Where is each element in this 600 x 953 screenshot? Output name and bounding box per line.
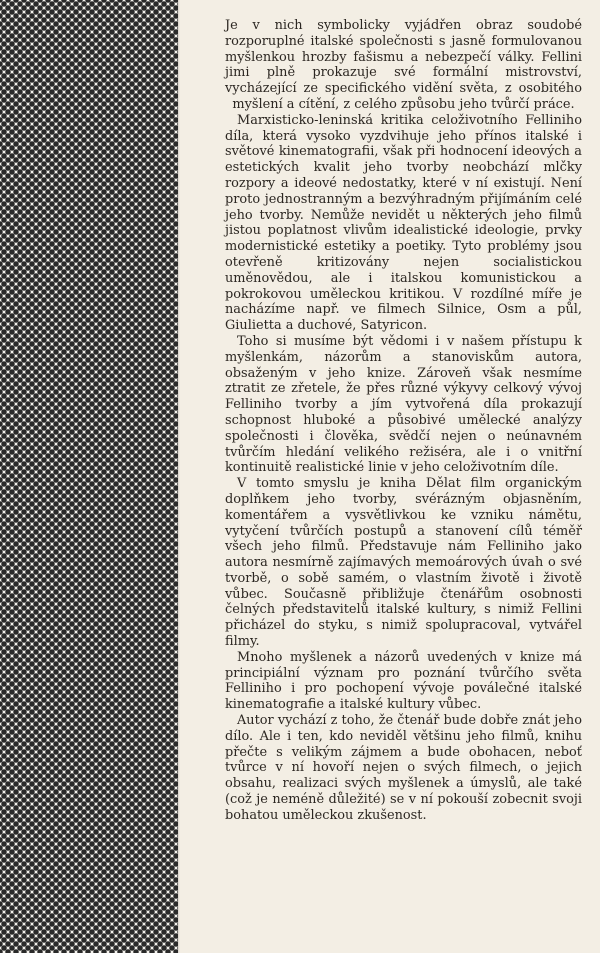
page-edge-shadow [178,0,180,953]
paragraph-2: Marxisticko-leninská kritika celoživotního Felliniho díla, která vysoko vyzdvihuje jeho přínos italské i světové kinematografii, však při hodnocení ideových a estetických kvalit jeho tvorby neobchází mlčky rozpory a ideové nedostatky, které v ní existují. Není proto jednostranným a bezvýhradným přijímáním celé jeho tvorby. Nemůže nevidět u některých jeho filmů jistou poplatnost vlivům idealistické ideologie, prvky modernistické estetiky a poetiky. Tyto problémy jsou otevřeně kritizovány nejen socialistickou uměnovědou, ale i italskou komunistickou a pokrokovou uměleckou kritikou. V rozdílné míře je nacházíme např. ve filmech Silnice, Osm a půl, Giulietta a duchové, Satyricon. [225,112,582,334]
halftone-pattern-strip [0,0,178,953]
paragraph-5: Mnoho myšlenek a názorů uvedených v knize má principiální význam pro poznání tvůrčího světa Felliniho i pro pochopení vývoje poválečné italské kinematografie a italské kultury vůbec. [225,649,582,713]
text-column [225,18,582,824]
paragraph-4: V tomto smyslu je kniha Dělat film organickým doplňkem jeho tvorby, svérázným objasněním, komentářem a vysvětlivkou ke vzniku námětu, vytyčení tvůrčích postupů a stanovení cílů téměř všech jeho filmů. Představuje nám Felliniho jako autora nesmírně zajímavých memoárových úvah o své tvorbě, o sobě samém, o vlastním životě i životě vůbec. Současně přibližuje čtenářům osobnosti čelných představitelů italské kultury, s nimiž Fellini přicházel do styku, s nimiž spolupracoval, vytvářel filmy. [225,476,582,650]
paragraph-3: Toho si musíme být vědomi i v našem přístupu k myšlenkám, názorům a stanoviskům autora, obsaženým v jeho knize. Zároveň však nesmíme ztratit ze zřetele, že přes různé výkyvy celkový vývoj Felliniho tvorby a jím vytvořená díla prokazují schopnost hluboké a působivé umělecké analýzy společnosti i člověka, svědčí nejen o neúnavném tvůrčím hledání velikého režiséra, ale i o vnitřní kontinuitě realistické linie v jeho celoživotním díle. [225,333,582,476]
paragraph-1: Je v nich symbolicky vyjádřen obraz soudobé rozporuplné italské společnosti s jasně formulovanou myšlenkou hrozby fašismu a nebezpečí války. Fellini jimi plně prokazuje své formální mistrovství, vycházející ze specifického vidění světa, z osobitého myšlení a cítění, z celého způsobu jeho tvůrčí práce. [225,18,582,112]
paragraph-6: Autor vychází z toho, že čtenář bude dobře znát jeho dílo. Ale i ten, kdo neviděl většinu jeho filmů, knihu přečte s velikým zájmem a bude obohacen, neboť tvůrce v ní hovoří nejen o svých filmech, o jejich obsahu, realizaci svých myšlenek a úmyslů, ale také (což je neméně důležité) se v ní pokouší zobecnit svoji bohatou uměleckou zkušenost. [225,713,582,823]
